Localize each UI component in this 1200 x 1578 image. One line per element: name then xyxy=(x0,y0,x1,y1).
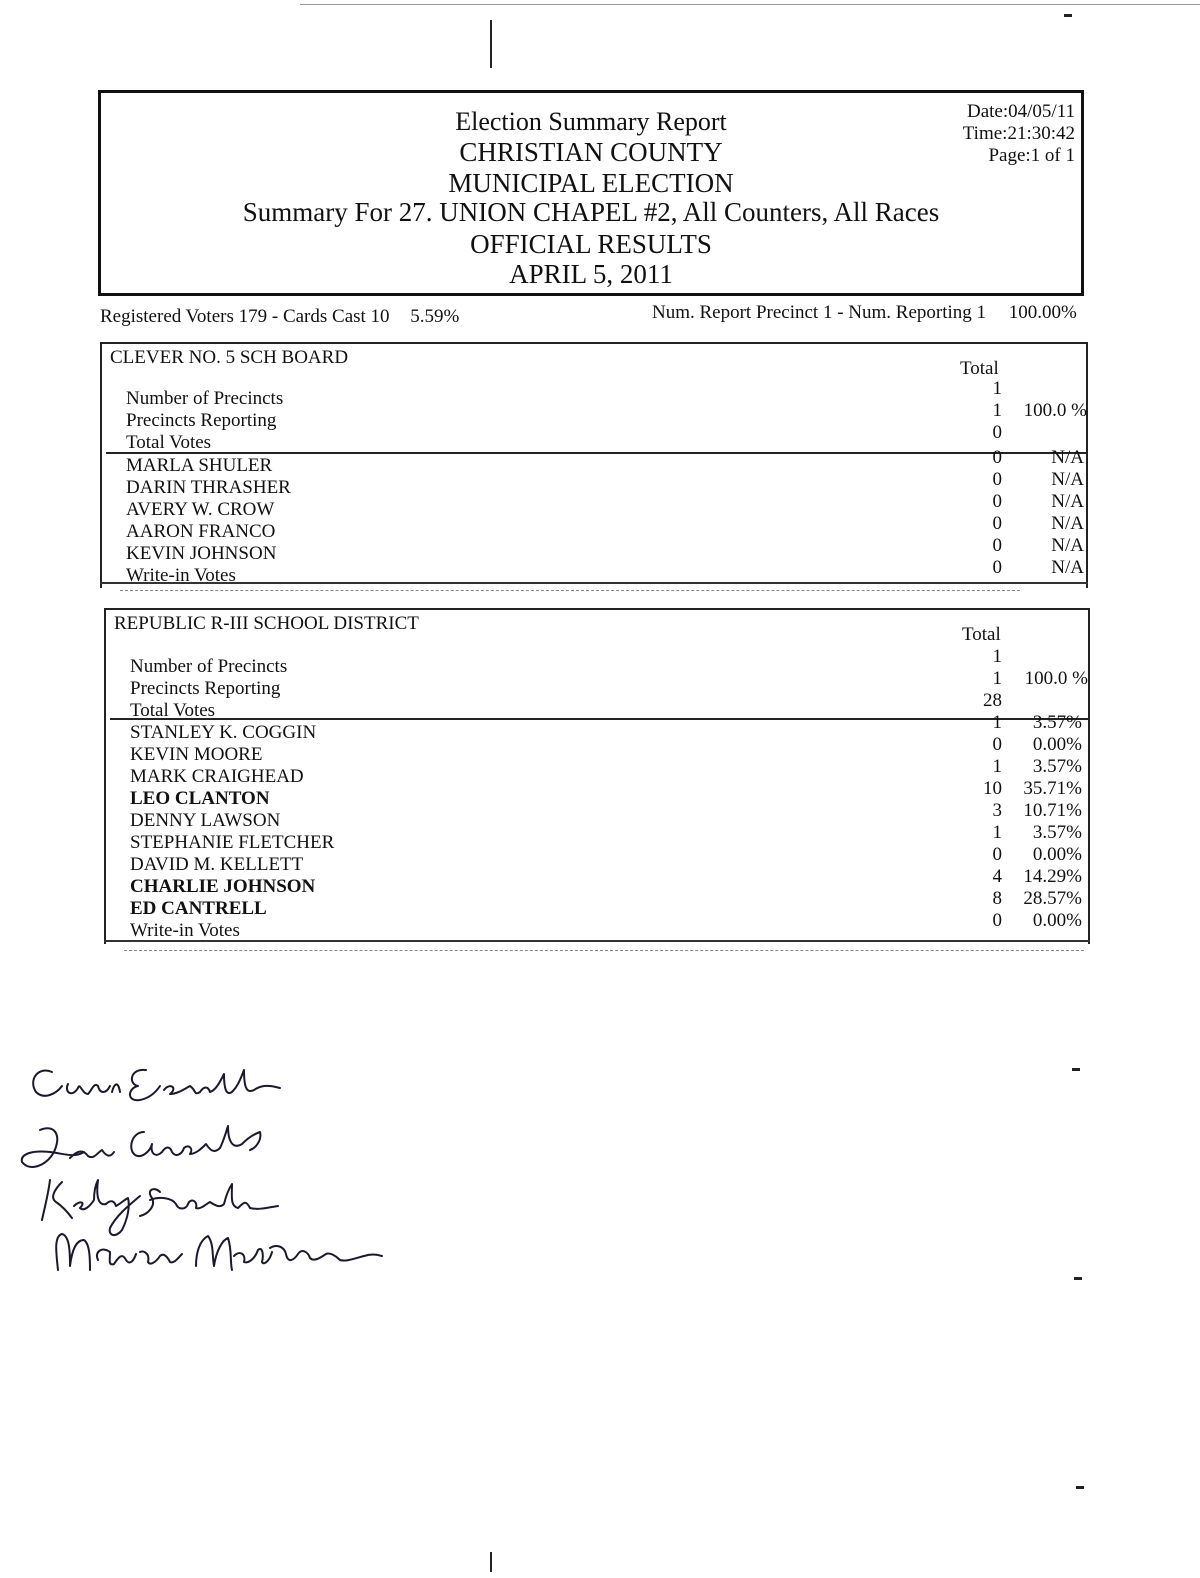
candidate-name: AVERY W. CROW xyxy=(126,499,275,520)
candidate-pct: N/A xyxy=(1051,513,1084,534)
race-bottom-rule xyxy=(104,940,1090,942)
candidate-pct: 14.29% xyxy=(1023,866,1082,887)
candidate-row xyxy=(102,447,1086,477)
stat-pct: 100.0 % xyxy=(1024,668,1088,689)
scan-dot xyxy=(1064,14,1072,17)
candidate-votes: 0 xyxy=(992,557,1002,578)
stat-label: Precincts Reporting xyxy=(130,678,281,699)
signature-1 xyxy=(33,1070,280,1100)
county-name: CHRISTIAN COUNTY xyxy=(459,137,723,167)
candidate-name: KEVIN JOHNSON xyxy=(126,543,277,564)
stat-row xyxy=(102,422,1086,454)
scan-dot xyxy=(1076,1486,1084,1489)
stat-label: Total Votes xyxy=(126,432,212,453)
precinct-reporting-text: Num. Report Precinct 1 - Num. Reporting 1 xyxy=(652,302,987,323)
turnout-pct: 5.59% xyxy=(410,306,460,327)
summary-line: Summary For 27. UNION CHAPEL #2, All Counters, All Races xyxy=(242,197,940,227)
scan-dot xyxy=(1072,1068,1080,1071)
candidate-name: Write-in Votes xyxy=(130,920,240,941)
candidate-row xyxy=(106,712,1088,744)
report-header xyxy=(98,90,1084,296)
stat-value: 0 xyxy=(992,422,1002,443)
stat-row xyxy=(106,646,1088,678)
candidate-name: Write-in Votes xyxy=(126,565,236,586)
candidate-votes: 1 xyxy=(992,756,1002,777)
candidate-row xyxy=(102,513,1086,543)
candidate-votes: 8 xyxy=(992,888,1002,909)
candidate-votes: 4 xyxy=(992,866,1002,887)
candidate-votes: 0 xyxy=(992,844,1002,865)
candidate-pct: N/A xyxy=(1051,557,1084,578)
candidate-name: AARON FRANCO xyxy=(126,521,276,542)
stat-label: Number of Precincts xyxy=(126,388,284,409)
election-date: APRIL 5, 2011 xyxy=(509,259,673,289)
candidate-pct: 28.57% xyxy=(1023,888,1082,909)
candidate-name: KEVIN MOORE xyxy=(130,744,263,765)
candidate-pct: N/A xyxy=(1051,535,1084,556)
candidate-pct: 0.00% xyxy=(1032,734,1082,755)
candidate-votes: 0 xyxy=(992,491,1002,512)
stat-value: 1 xyxy=(992,400,1002,421)
candidate-name: MARLA SHULER xyxy=(126,455,273,476)
total-column-header: Total xyxy=(960,358,999,379)
meta-time: Time:21:30:42 xyxy=(962,123,1075,144)
stat-label: Number of Precincts xyxy=(130,656,288,677)
candidate-row xyxy=(106,866,1088,898)
candidate-row xyxy=(106,734,1088,766)
candidate-votes: 1 xyxy=(992,822,1002,843)
candidate-row xyxy=(106,778,1088,810)
candidate-pct: 10.71% xyxy=(1023,800,1082,821)
candidate-pct: 0.00% xyxy=(1032,910,1082,931)
race-bottom-rule xyxy=(100,582,1088,584)
candidate-name: DAVID M. KELLETT xyxy=(130,854,304,875)
candidate-pct: 3.57% xyxy=(1032,756,1082,777)
candidate-row xyxy=(106,756,1088,788)
candidate-row xyxy=(106,822,1088,854)
stat-row xyxy=(106,668,1088,700)
meta-date: Date:04/05/11 xyxy=(967,101,1075,122)
stat-row xyxy=(102,378,1086,410)
reporting-pct: 100.00% xyxy=(1008,302,1077,323)
candidate-votes: 0 xyxy=(992,734,1002,755)
scan-mark-bottom xyxy=(490,1552,492,1572)
candidate-votes: 0 xyxy=(992,910,1002,931)
precinct-reporting xyxy=(652,302,1077,324)
candidate-votes: 3 xyxy=(992,800,1002,821)
candidate-name: LEO CLANTON xyxy=(130,788,270,809)
race-clever-sch-board xyxy=(100,342,1088,588)
candidate-pct: 0.00% xyxy=(1032,844,1082,865)
signature-3 xyxy=(42,1180,278,1235)
report-meta xyxy=(963,101,1075,167)
race-title: CLEVER NO. 5 SCH BOARD xyxy=(110,347,349,368)
candidate-votes: 1 xyxy=(992,712,1002,733)
candidate-row xyxy=(106,888,1088,920)
candidate-pct: N/A xyxy=(1051,447,1084,468)
candidate-name: STANLEY K. COGGIN xyxy=(130,722,317,743)
candidate-pct: N/A xyxy=(1051,491,1084,512)
candidate-pct: 3.57% xyxy=(1032,822,1082,843)
candidate-row xyxy=(106,910,1088,942)
stat-pct: 100.0 % xyxy=(1023,400,1087,421)
candidate-row xyxy=(102,469,1086,499)
candidate-name: MARK CRAIGHEAD xyxy=(130,766,304,787)
stat-value: 1 xyxy=(992,668,1002,689)
stat-label: Total Votes xyxy=(130,700,216,721)
candidate-pct: 3.57% xyxy=(1032,712,1082,733)
stat-value: 1 xyxy=(992,646,1002,667)
race-title: REPUBLIC R-III SCHOOL DISTRICT xyxy=(114,613,419,634)
candidate-name: STEPHANIE FLETCHER xyxy=(130,832,335,853)
candidate-name: CHARLIE JOHNSON xyxy=(130,876,316,897)
candidate-row xyxy=(106,844,1088,876)
stat-value: 1 xyxy=(992,378,1002,399)
candidate-row xyxy=(106,800,1088,832)
signature-2 xyxy=(22,1126,261,1167)
registered-voters xyxy=(100,306,459,328)
stat-row xyxy=(102,400,1087,432)
meta-page: Page:1 of 1 xyxy=(988,145,1075,166)
registered-voters-text: Registered Voters 179 - Cards Cast 10 xyxy=(100,306,390,327)
candidate-votes: 10 xyxy=(983,778,1002,799)
stat-value: 28 xyxy=(983,690,1002,711)
scan-border-top xyxy=(300,4,1200,5)
race-republic-school-district xyxy=(104,608,1090,944)
scan-mark-top xyxy=(490,20,492,68)
candidate-votes: 0 xyxy=(992,513,1002,534)
candidate-pct: N/A xyxy=(1051,469,1084,490)
candidate-votes: 0 xyxy=(992,535,1002,556)
report-title: Election Summary Report xyxy=(455,107,727,136)
race-dash-rule xyxy=(120,590,1020,591)
results-status: OFFICIAL RESULTS xyxy=(470,229,712,259)
candidate-name: ED CANTRELL xyxy=(130,898,267,919)
candidate-name: DARIN THRASHER xyxy=(126,477,291,498)
stat-label: Precincts Reporting xyxy=(126,410,277,431)
total-column-header: Total xyxy=(962,624,1001,645)
scan-dot xyxy=(1074,1277,1082,1280)
candidate-pct: 35.71% xyxy=(1023,778,1082,799)
candidate-name: DENNY LAWSON xyxy=(130,810,281,831)
race-separator xyxy=(106,452,1086,454)
signatures xyxy=(10,1040,430,1280)
candidate-row xyxy=(102,491,1086,521)
candidate-votes: 0 xyxy=(992,469,1002,490)
signature-4 xyxy=(56,1234,382,1270)
race-dash-rule xyxy=(124,950,1084,951)
candidate-votes: 0 xyxy=(992,447,1002,468)
candidate-row xyxy=(102,535,1086,565)
election-name: MUNICIPAL ELECTION xyxy=(448,168,734,198)
